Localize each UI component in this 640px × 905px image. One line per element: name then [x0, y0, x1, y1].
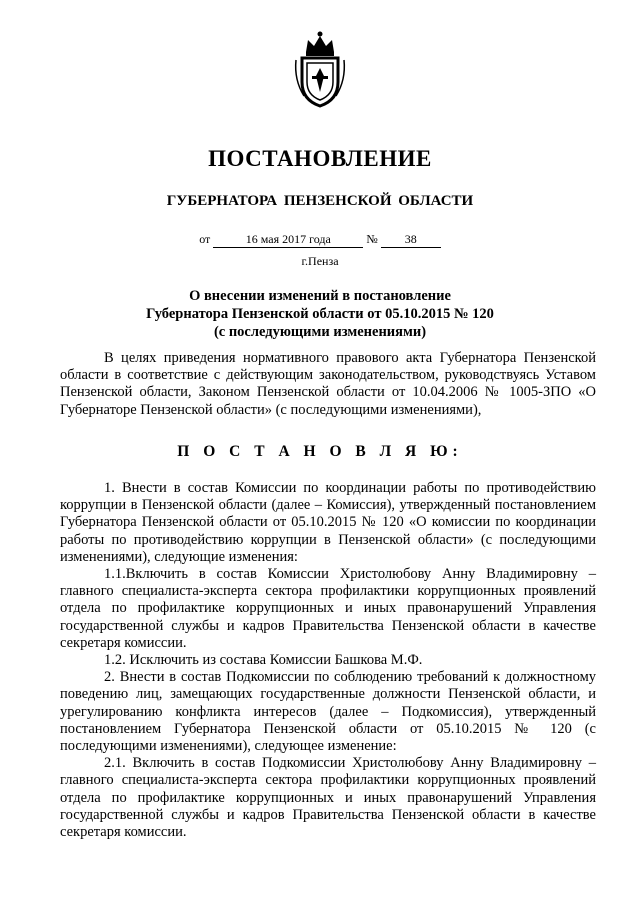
item-paragraph: 1.2. Исключить из состава Комиссии Башкова М.Ф.	[104, 652, 423, 669]
heading-line: О внесении изменений в постановление	[189, 288, 451, 304]
penza-coat-of-arms-icon	[290, 30, 350, 110]
decree-word: П О С Т А Н О В Л Я Ю:	[177, 443, 463, 460]
item-paragraph: 2. Внести в состав Подкомиссии по соблюдению требований к должностному поведению лиц, замещающих государственные должности Пензенской области, и урегулированию конфликта интересов (далее – Подкомиссия), утвержденный постановлением Губернатора Пензенской области от 05.10.2015 № 120 (с последующими изменениями), следующее изменение:	[60, 669, 596, 755]
document-city: г.Пенза	[301, 254, 339, 268]
document-heading	[0, 287, 640, 341]
document-date: 16 мая 2017 года	[213, 232, 363, 248]
item-paragraph: 2.1. Включить в состав Подкомиссии Христолюбову Анну Владимировну – главного специалиста-эксперта сектора профилактики коррупционных проявлений отдела по профилактике коррупционных и иных правонарушений Управления государственной службы и кадров Правительства Пензенской области в качестве секретаря комиссии.	[60, 755, 596, 841]
date-prefix: от	[199, 232, 211, 246]
document-title: ПОСТАНОВЛЕНИЕ	[208, 146, 432, 171]
item-paragraph: 1.1.Включить в состав Комиссии Христолюбову Анну Владимировну – главного специалиста-эксперта сектора профилактики коррупционных проявлений отдела по профилактике коррупционных и иных правонарушений Управления государственной службы и кадров Правительства Пензенской области в качестве секретаря комиссии.	[60, 566, 596, 651]
heading-line: (с последующими изменениями)	[213, 324, 427, 340]
document-number: 38	[381, 232, 441, 248]
preamble-block	[60, 350, 596, 419]
document-subtitle: ГУБЕРНАТОРА ПЕНЗЕНСКОЙ ОБЛАСТИ	[166, 193, 474, 209]
item-paragraph: 1. Внести в состав Комиссии по координации работы по противодействию коррупции в Пензенской области (далее – Комиссия), утвержденный постановлением Губернатора Пензенской области от 05.10.2015 № 120 «О комиссии по координации работы по противодействию коррупции в Пензенской области» (с последующими изменениями), следующие изменения:	[60, 480, 596, 565]
decree-items	[60, 480, 596, 841]
date-number-line	[0, 232, 640, 248]
heading-line: Губернатора Пензенской области от 05.10.2015 № 120	[146, 306, 494, 322]
preamble-paragraph: В целях приведения нормативного правового акта Губернатора Пензенской области в соответствие с действующим законодательством, руководствуясь Уставом Пензенской области, Законом Пензенской области от 10.04.2006 № 1005-ЗПО «О Губернаторе Пензенской области» (с последующими изменениями),	[60, 350, 596, 418]
number-prefix: №	[366, 232, 378, 246]
